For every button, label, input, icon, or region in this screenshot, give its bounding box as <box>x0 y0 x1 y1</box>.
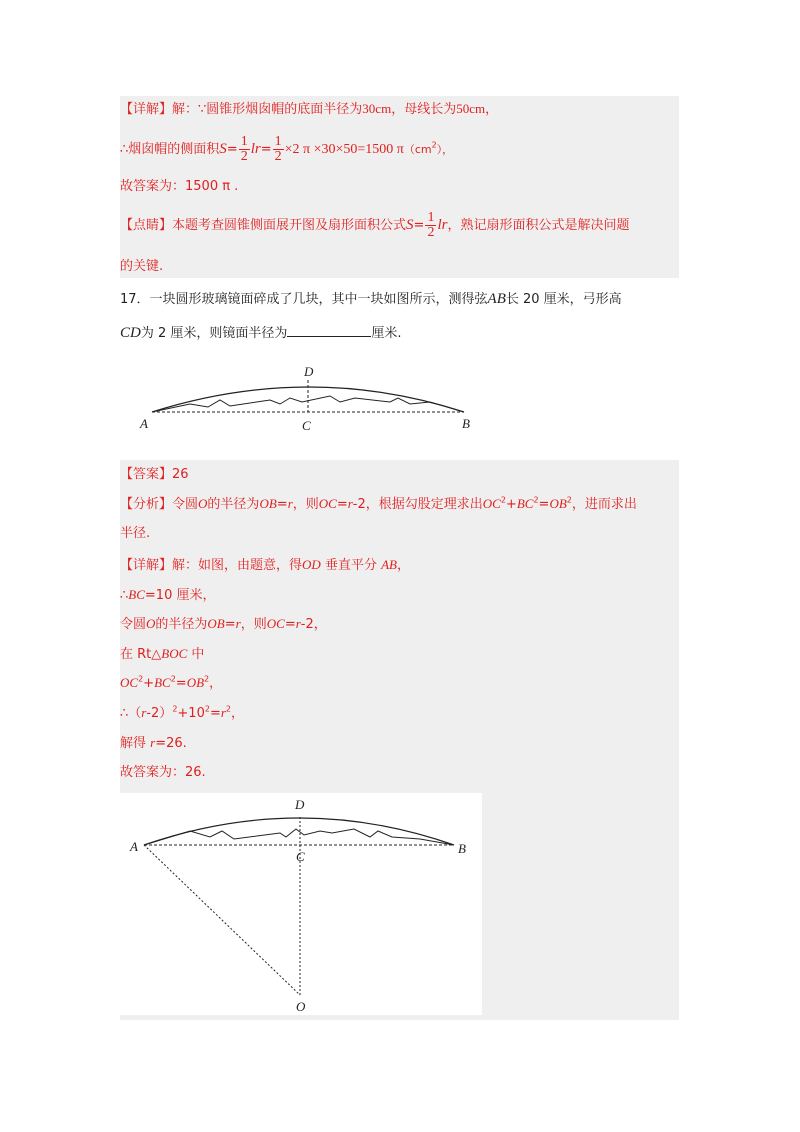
figure-solution <box>120 793 482 1015</box>
detail2-line-6: $\therefore(r-2)^2+10^2=r^2$， <box>120 704 245 721</box>
label-d-2: D <box>295 797 305 812</box>
label-b: B <box>462 416 470 431</box>
analysis-line-1: 【分析】令圆O的半径为OB=r，则OC=r-2，根据勾股定理求出$OC^2+BC^2=OB^2$，进而求出 <box>120 495 637 512</box>
detail-line-1: 【详解】解：∵圆锥形烟囱帽的底面半径为30cm，母线长为50cm， <box>120 101 499 117</box>
fraction-half-2: $\frac{1}{2}$ <box>274 134 282 164</box>
detail2-line-2: ∴BC=10 厘米， <box>120 587 216 603</box>
detail2-line-7: 解得 r=26. <box>120 735 187 751</box>
detail-line-3: 故答案为：1500 π . <box>120 179 239 194</box>
question-17-line-2: CD为 2 厘米，则镜面半径为 厘米. <box>120 325 402 341</box>
label-a-2: A <box>130 839 138 854</box>
label-c-2: C <box>296 849 305 864</box>
detail2-line-8: 故答案为：26. <box>120 765 206 780</box>
label-c: C <box>302 418 311 433</box>
detail2-line-1: 【详解】解：如图，由题意，得OD 垂直平分 AB， <box>120 557 410 573</box>
detail2-line-4: 在 Rt△BOC 中 <box>120 646 205 662</box>
comment-line-1: 【点睛】本题考查圆锥侧面展开图及扇形面积公式S= $\frac{1}{2}$ lr，熟记扇形面积公式是解决问题 <box>120 210 630 240</box>
broken-edge <box>152 396 464 412</box>
answer-blank <box>287 324 371 337</box>
question-17-line-1: 17．一块圆形玻璃镜面碎成了几块，其中一块如图所示，测得弦AB长 20 厘米，弓形高 <box>120 291 622 307</box>
label-o: O <box>296 999 306 1014</box>
analysis-line-2: 半径. <box>120 526 151 541</box>
detail-line-2: ∴烟囱帽的侧面积S= $\frac{1}{2}$ lr= $\frac{1}{2}$ ×2 π ×30×50=1500 $\pi(cm^2)$， <box>120 134 454 164</box>
label-a: A <box>140 416 148 431</box>
answer-line: 【答案】26 <box>120 467 189 482</box>
figure-broken-mirror <box>130 360 490 440</box>
label-d: D <box>304 364 314 379</box>
label-b-2: B <box>458 841 466 856</box>
detail2-line-5: $OC^2+BC^2=OB^2$， <box>120 674 223 691</box>
comment-line-2: 的关键. <box>120 259 164 274</box>
fraction-half: $\frac{1}{2}$ <box>240 134 248 164</box>
segment-ao <box>144 845 300 995</box>
fraction-half-3: $\frac{1}{2}$ <box>427 210 435 240</box>
detail2-line-3: 令圆O的半径为OB=r，则OC=r-2， <box>120 616 327 632</box>
